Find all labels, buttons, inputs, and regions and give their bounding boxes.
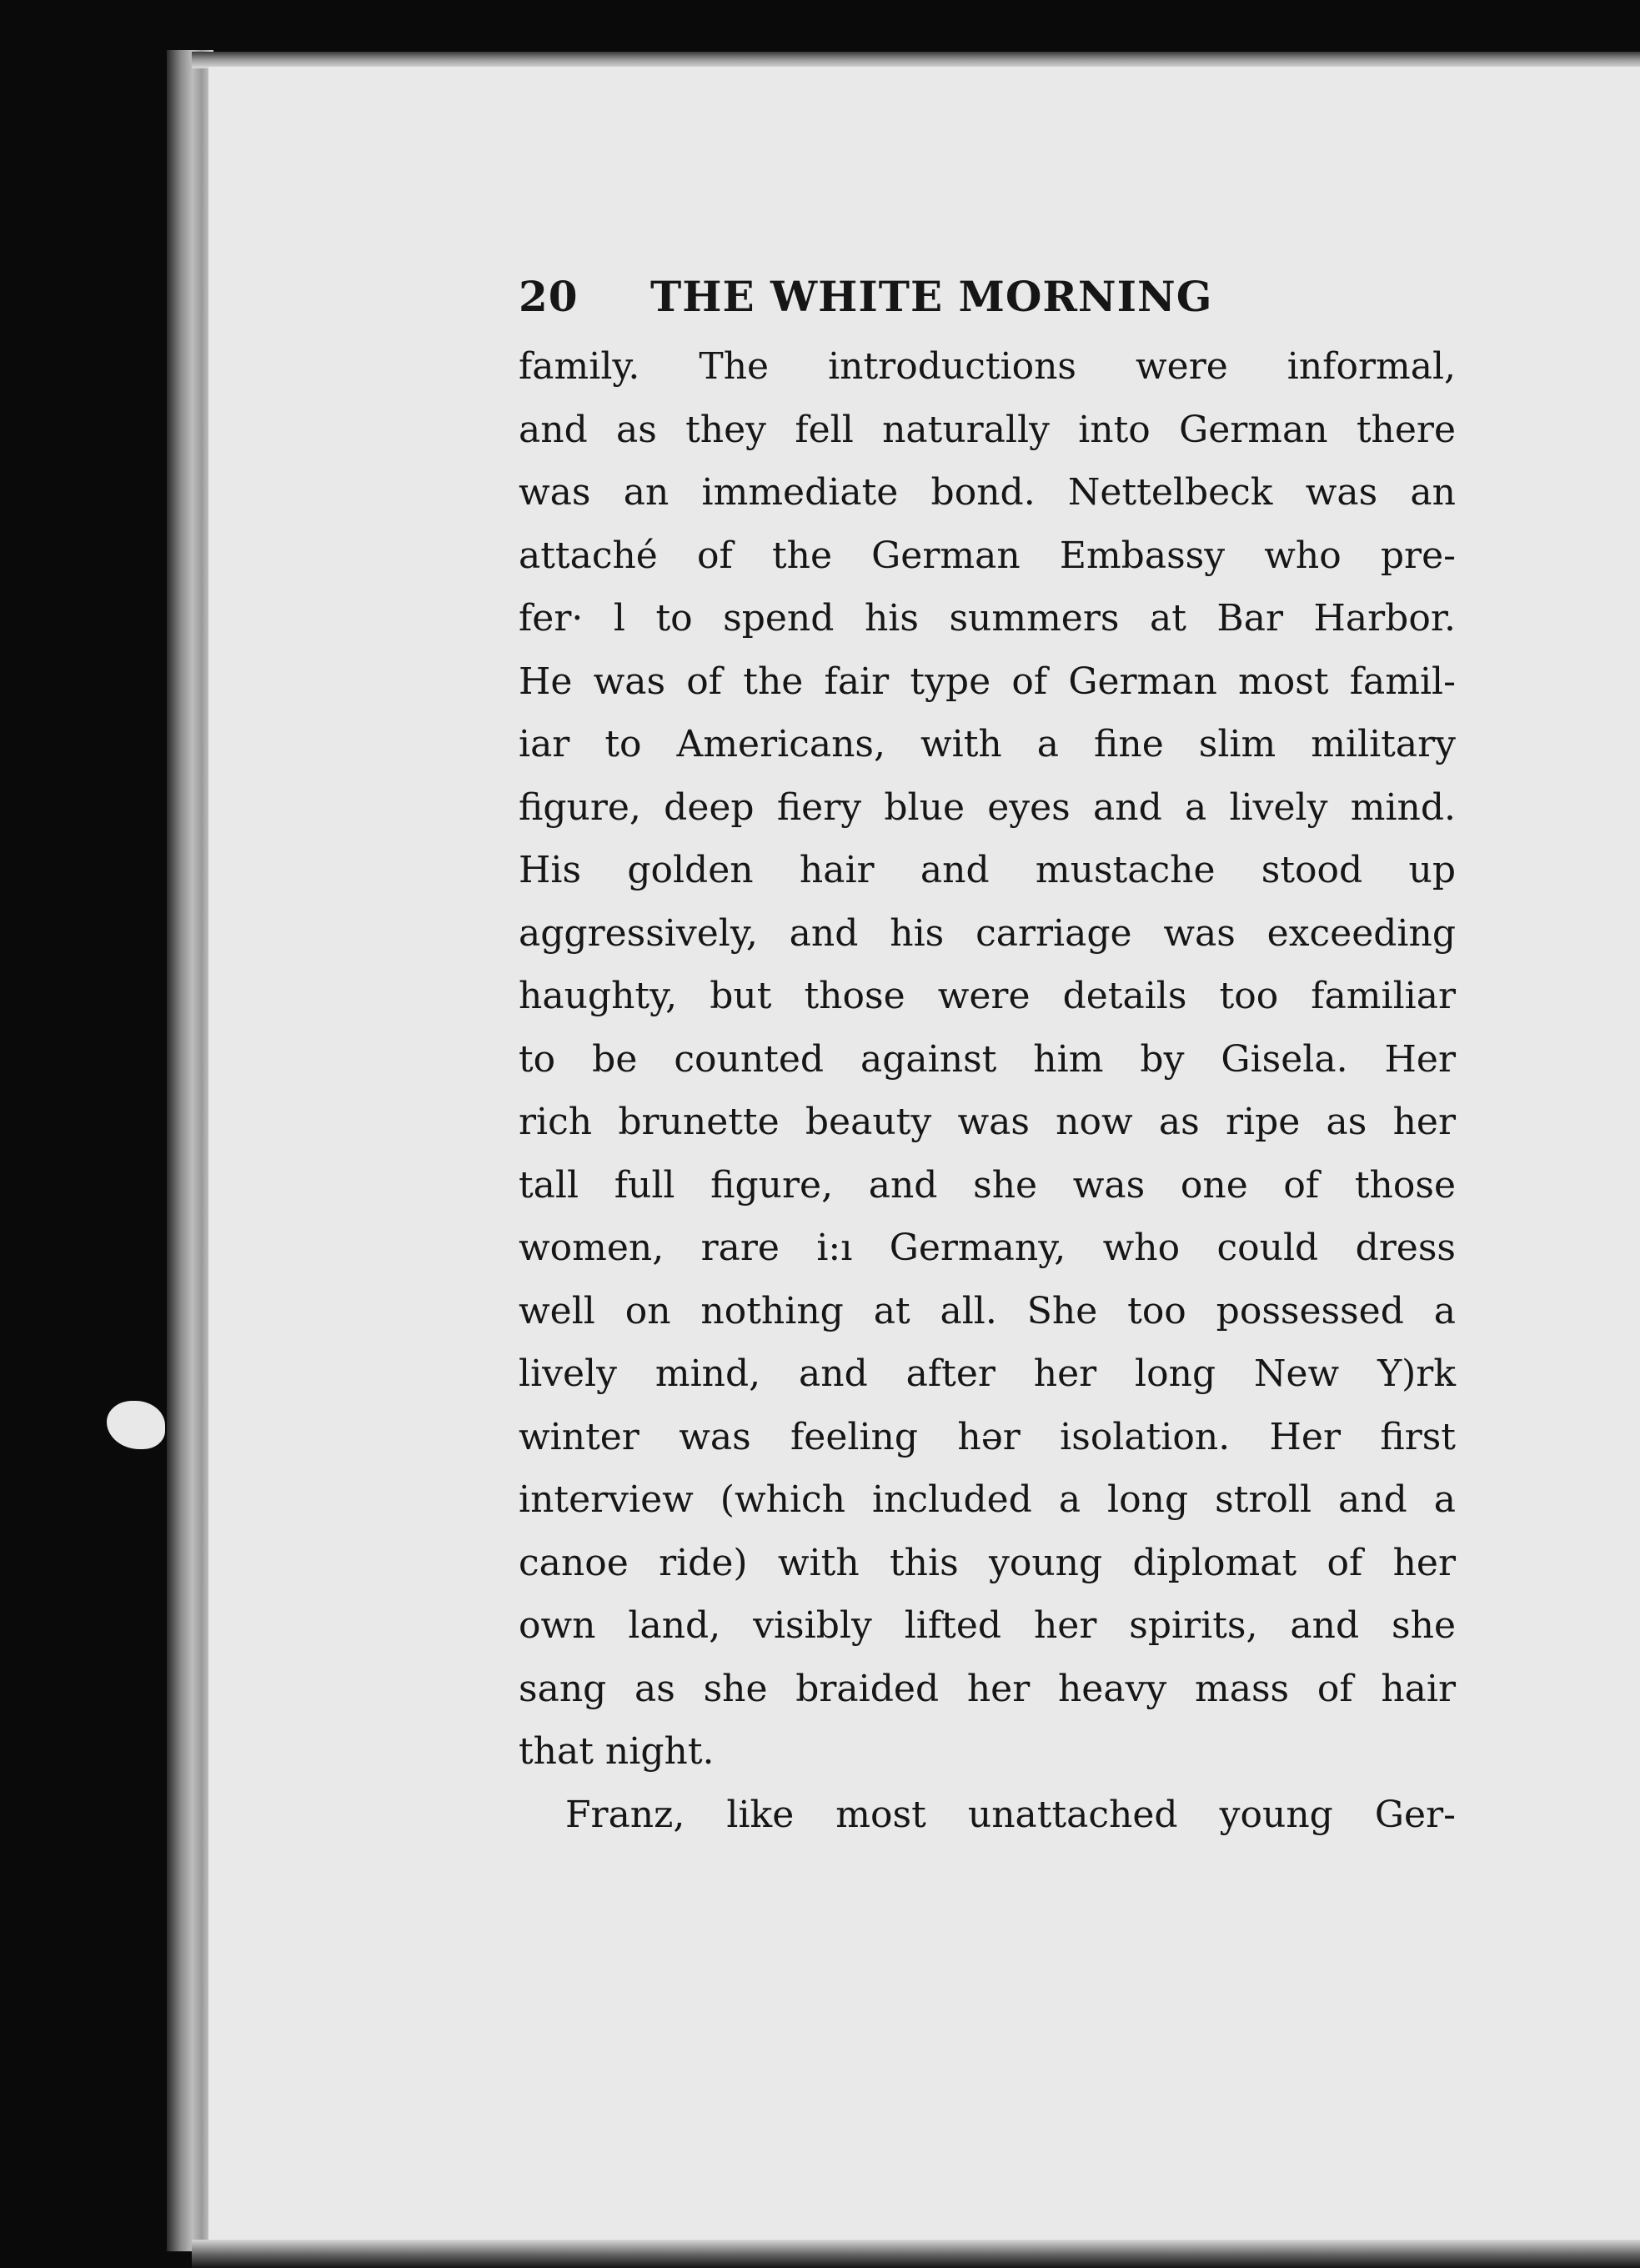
text-line: His golden hair and mustache stood up	[519, 849, 1456, 891]
text-line: fer· l to spend his summers at Bar Harbor.	[519, 597, 1456, 640]
running-title: THE WHITE MORNING	[650, 272, 1213, 321]
text-line: attaché of the German Embassy who pre-	[519, 534, 1456, 577]
text-line: family. The introductions were informal,	[519, 345, 1456, 388]
text-line: figure, deep fiery blue eyes and a lively mind.	[519, 785, 1456, 829]
book-gutter-edge	[167, 50, 213, 2251]
text-line: winter was feeling hər isolation. Her first	[519, 1415, 1456, 1458]
text-line: iar to Americans, with a fine slim military	[519, 723, 1456, 765]
page-bottom-edge	[192, 2240, 1640, 2268]
text-line: He was of the fair type of German most famil-	[519, 660, 1456, 703]
text-line: well on nothing at all. She too possessed a	[519, 1289, 1456, 1332]
text-line: canoe ride) with this young diplomat of her	[519, 1541, 1456, 1584]
text-line: tall full figure, and she was one of those	[519, 1163, 1456, 1207]
page-top-edge	[192, 52, 1640, 68]
text-line: haughty, but those were details too familiar	[519, 975, 1456, 1017]
paragraph-start-line: Franz, like most unattached young Ger-	[565, 1793, 1456, 1836]
text-line: lively mind, and after her long New Y)rk	[519, 1352, 1456, 1395]
text-line: aggressively, and his carriage was exceeding	[519, 911, 1456, 955]
running-header	[519, 258, 1456, 335]
text-line: own land, visibly lifted her spirits, and she	[519, 1604, 1456, 1647]
text-line: rich brunette beauty was now as ripe as her	[519, 1101, 1456, 1143]
page-number: 20	[519, 272, 579, 321]
page-text-block	[519, 258, 1456, 1846]
text-line: and as they fell naturally into German there	[519, 408, 1456, 451]
body-text	[519, 335, 1456, 1846]
text-line: to be counted against him by Gisela. Her	[519, 1037, 1456, 1081]
text-line: was an immediate bond. Nettelbeck was an	[519, 471, 1456, 514]
paragraph-end-line: that night.	[519, 1730, 715, 1773]
text-line: interview (which included a long stroll and a	[519, 1478, 1456, 1521]
text-line: sang as she braided her heavy mass of hair	[519, 1667, 1456, 1710]
scan-artifact-speck	[107, 1401, 165, 1449]
text-line: women, rare i:ı Germany, who could dress	[519, 1227, 1456, 1269]
